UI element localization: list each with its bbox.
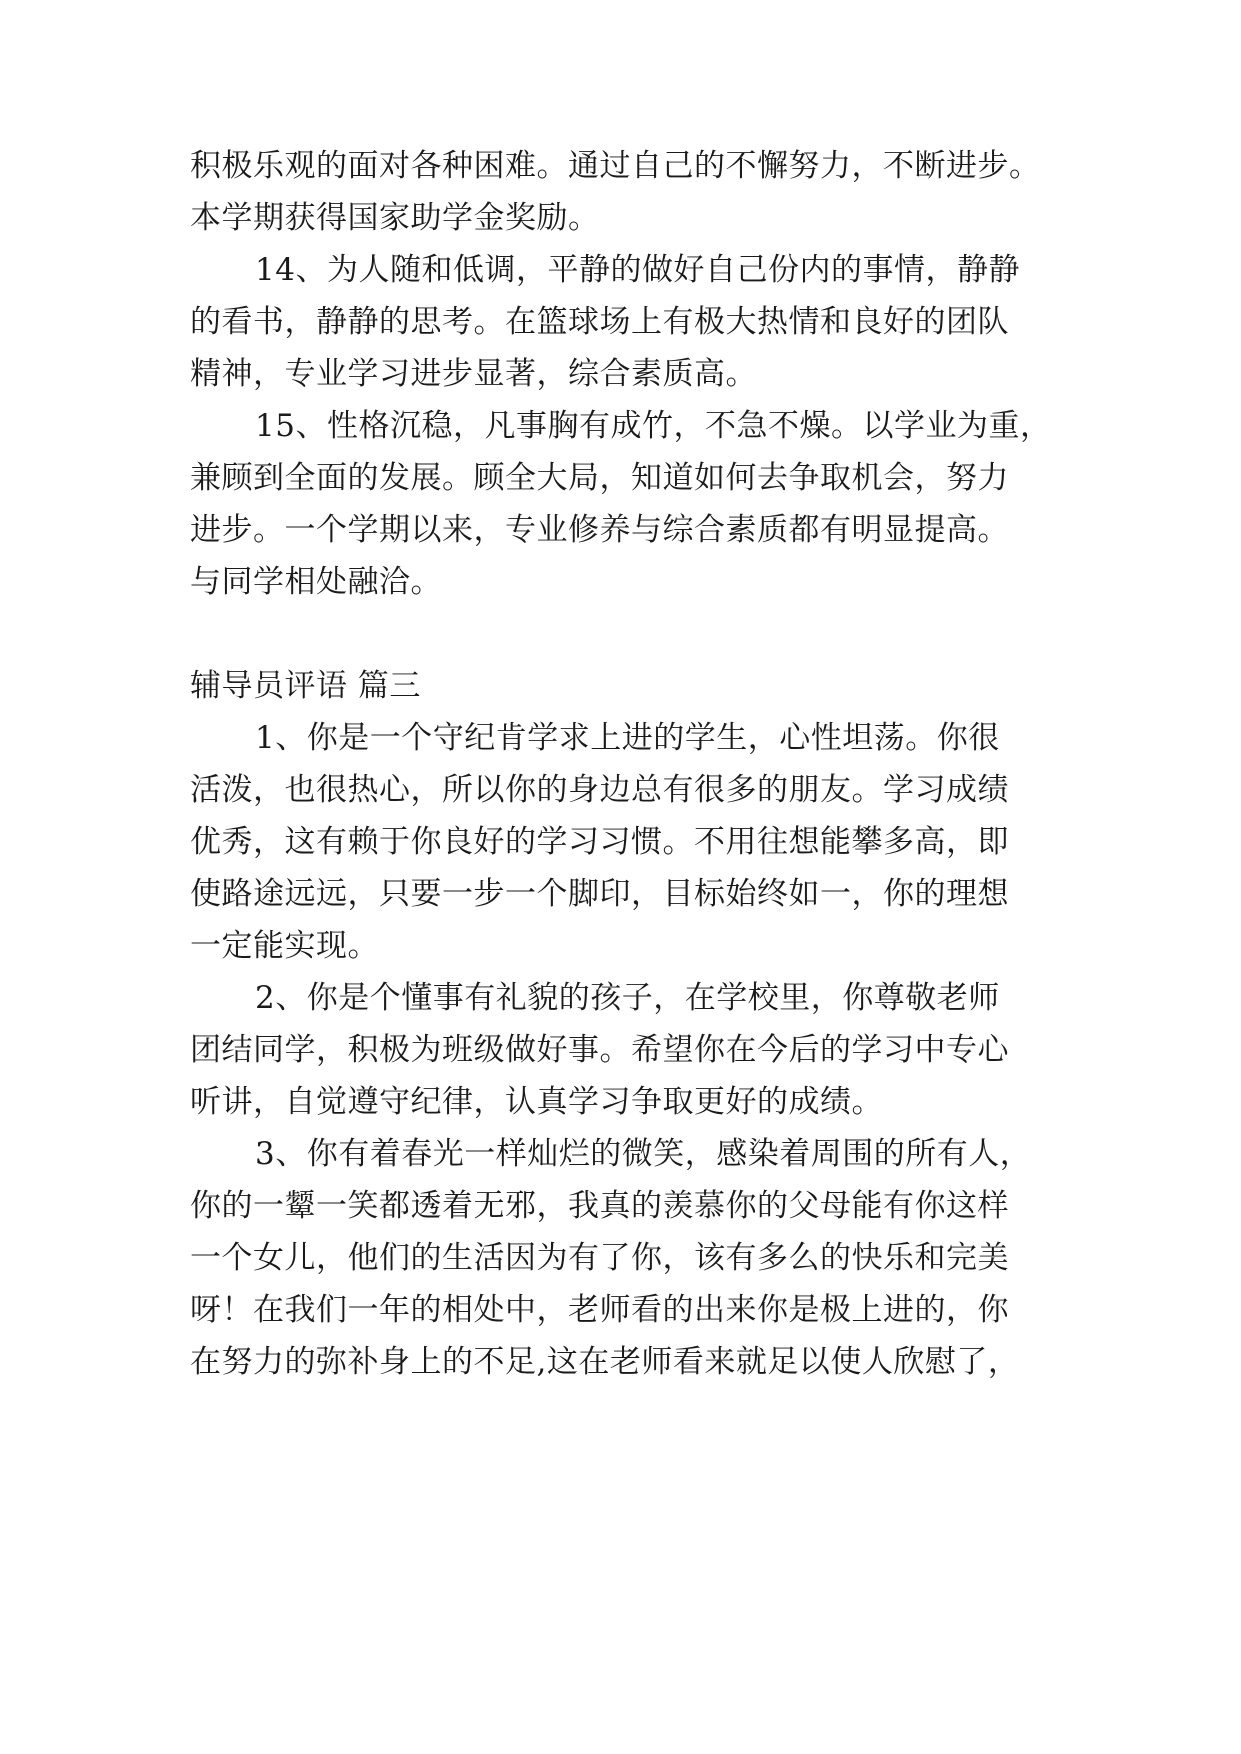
paragraph-line: 积极乐观的面对各种困难。通过自己的不懈努力，不断进步。	[190, 148, 1041, 184]
list-item-1-line: 优秀，这有赖于你良好的学习习惯。不用往想能攀多高，即	[190, 824, 1009, 860]
list-item-1-line: 一定能实现。	[190, 928, 379, 964]
paragraph-line: 本学期获得国家助学金奖励。	[190, 200, 600, 236]
list-item-3-line: 在努力的弥补身上的不足,这在老师看来就足以使人欣慰了，	[190, 1344, 1020, 1380]
list-item-14-line: 的看书，静静的思考。在篮球场上有极大热情和良好的团队	[190, 304, 1009, 340]
list-item-1-line: 活泼，也很热心，所以你的身边总有很多的朋友。学习成绩	[190, 772, 1009, 808]
list-item-14-line: 精神，专业学习进步显著，综合素质高。	[190, 356, 757, 392]
section-heading: 辅导员评语 篇三	[190, 668, 421, 704]
list-item-14-line: 14、为人随和低调，平静的做好自己份内的事情，静静	[255, 252, 1020, 288]
list-item-15-line: 与同学相处融洽。	[190, 564, 442, 600]
list-item-1-line: 1、你是一个守纪肯学求上进的学生，心性坦荡。你很	[255, 720, 1000, 756]
list-item-3-line: 呀！在我们一年的相处中，老师看的出来你是极上进的，你	[190, 1292, 1009, 1328]
list-item-15-line: 进步。一个学期以来，专业修养与综合素质都有明显提高。	[190, 512, 1009, 548]
list-item-2-line: 2、你是个懂事有礼貌的孩子，在学校里，你尊敬老师	[255, 980, 1000, 1016]
list-item-1-line: 使路途远远，只要一步一个脚印，目标始终如一，你的理想	[190, 876, 1009, 912]
list-item-15-line: 15、性格沉稳，凡事胸有成竹，不急不燥。以学业为重，	[255, 408, 1052, 444]
list-item-2-line: 团结同学，积极为班级做好事。希望你在今后的学习中专心	[190, 1032, 1009, 1068]
list-item-15-line: 兼顾到全面的发展。顾全大局，知道如何去争取机会，努力	[190, 460, 1009, 496]
list-item-3-line: 一个女儿，他们的生活因为有了你，该有多么的快乐和完美	[190, 1240, 1009, 1276]
list-item-2-line: 听讲，自觉遵守纪律，认真学习争取更好的成绩。	[190, 1084, 883, 1120]
list-item-3-line: 你的一颦一笑都透着无邪，我真的羡慕你的父母能有你这样	[190, 1188, 1009, 1224]
list-item-3-line: 3、你有着春光一样灿烂的微笑，感染着周围的所有人，	[255, 1136, 1032, 1172]
